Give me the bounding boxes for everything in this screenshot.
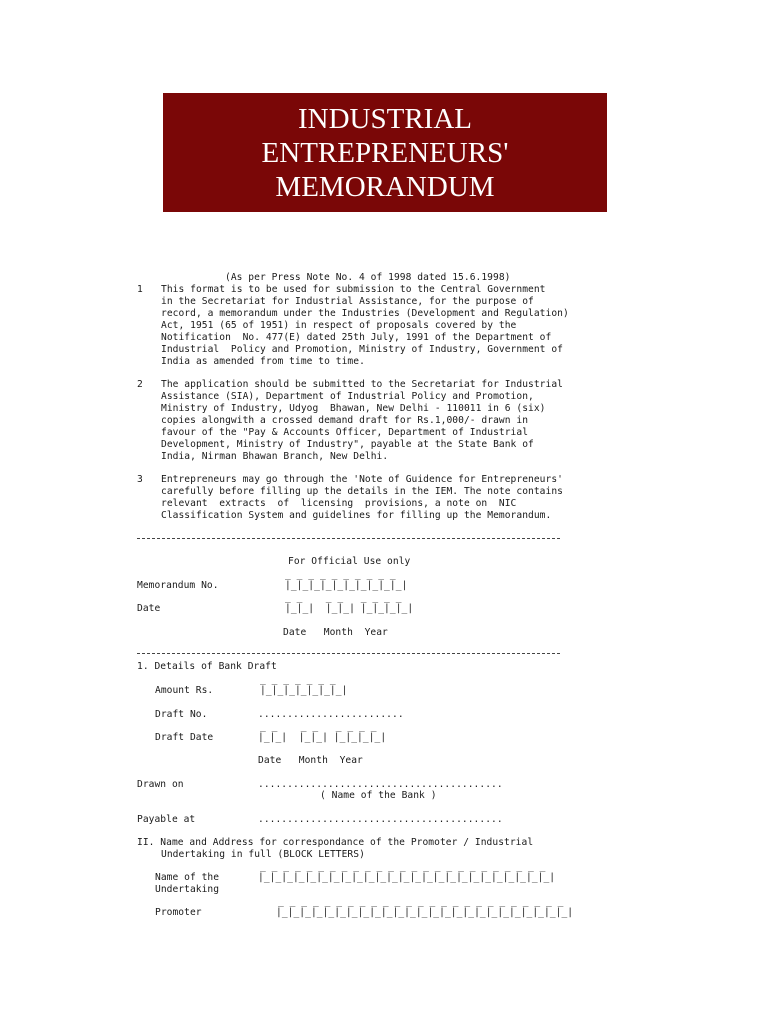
note-2-line: copies alongwith a crossed demand draft for Rs.1,000/- drawn in bbox=[161, 415, 529, 426]
memorandum-label: Memorandum No. bbox=[137, 580, 219, 591]
undertaking-label: Name of the bbox=[155, 872, 220, 883]
title-line-3: MEMORANDUM bbox=[275, 170, 495, 203]
memorandum-boxes-top: _ _ _ _ _ _ _ _ _ _ bbox=[285, 569, 396, 580]
note-2-line: Development, Ministry of Industry", payable at the State Bank of bbox=[161, 439, 534, 450]
note-1-line: India as amended from time to time. bbox=[161, 356, 365, 367]
undertaking-label-line-2: Undertaking bbox=[155, 884, 220, 895]
amount-label: Amount Rs. bbox=[155, 685, 214, 696]
note-1-line: Notification No. 477(E) dated 25th July, 1991 of the Department of bbox=[161, 332, 552, 343]
promoter-name-boxes[interactable]: |_|_|_|_|_|_|_|_|_|_|_|_|_|_|_|_|_|_|_|_|_|_|_|_|_| bbox=[276, 907, 574, 918]
drawn-on-label: Drawn on bbox=[137, 779, 184, 790]
note-3-line: carefully before filling up the details in the IEM. The note contains bbox=[161, 486, 563, 497]
promoter-label: Promoter bbox=[155, 907, 202, 918]
official-use-heading: For Official Use only bbox=[288, 556, 411, 567]
note-1-line: Act, 1951 (65 of 1951) in respect of proposals covered by the bbox=[161, 320, 517, 331]
note-1-line: in the Secretariat for Industrial Assistance, for the purpose of bbox=[161, 296, 534, 307]
title-banner bbox=[163, 93, 607, 212]
official-date-boxes[interactable]: |_|_| |_|_| |_|_|_|_| bbox=[285, 603, 414, 614]
note-2-line: The application should be submitted to the Secretariat for Industrial bbox=[161, 379, 563, 390]
payable-at-label: Payable at bbox=[137, 814, 196, 825]
date-caption: Date Month Year bbox=[283, 627, 388, 638]
note-2-line: favour of the "Pay & Accounts Officer, Department of Industrial bbox=[161, 427, 529, 438]
date-boxes-top: _ _ _ _ _ _ _ _ bbox=[285, 592, 402, 603]
bank-name-caption: ( Name of the Bank ) bbox=[320, 790, 437, 801]
note-2-number: 2 bbox=[137, 379, 143, 390]
note-2-line: Assistance (SIA), Department of Industrial Policy and Promotion, bbox=[161, 391, 534, 402]
draft-no-label: Draft No. bbox=[155, 709, 208, 720]
note-3-line: Classification System and guidelines for filling up the Memorandum. bbox=[161, 510, 552, 521]
draft-date-caption: Date Month Year bbox=[258, 755, 363, 766]
note-3-number: 3 bbox=[137, 474, 143, 485]
separator-line bbox=[137, 538, 560, 539]
note-1-line: Industrial Policy and Promotion, Ministry of Industry, Government of bbox=[161, 344, 563, 355]
drawn-on-field[interactable]: .......................................... bbox=[258, 779, 503, 790]
draft-date-label: Draft Date bbox=[155, 732, 214, 743]
note-1-number: 1 bbox=[137, 284, 143, 295]
payable-at-field[interactable]: .......................................... bbox=[258, 814, 503, 825]
amount-boxes-top: _ _ _ _ _ _ _ bbox=[260, 674, 336, 685]
title-line-2: ENTREPRENEURS' bbox=[261, 136, 509, 169]
title-line-1: INDUSTRIAL bbox=[298, 102, 472, 135]
note-3-line: relevant extracts of licensing provisions, a note on NIC bbox=[161, 498, 517, 509]
note-1-line: This format is to be used for submission to the Central Government bbox=[161, 284, 546, 295]
note-2-line: India, Nirman Bhawan Branch, New Delhi. bbox=[161, 451, 389, 462]
draft-no-field[interactable]: ......................... bbox=[258, 709, 404, 720]
date-label: Date bbox=[137, 603, 161, 614]
separator-line bbox=[137, 653, 560, 654]
press-note: (As per Press Note No. 4 of 1998 dated 15.6.1998) bbox=[225, 272, 511, 283]
memorandum-number-boxes[interactable]: |_|_|_|_|_|_|_|_|_|_| bbox=[285, 580, 408, 591]
draft-date-boxes[interactable]: |_|_| |_|_| |_|_|_|_| bbox=[258, 732, 387, 743]
draft-date-boxes-top: _ _ _ _ _ _ _ _ bbox=[260, 721, 377, 732]
undertaking-boxes-top: _ _ _ _ _ _ _ _ _ _ _ _ _ _ _ _ _ _ _ _ _ _ _ _ _ bbox=[260, 861, 546, 872]
undertaking-name-boxes[interactable]: |_|_|_|_|_|_|_|_|_|_|_|_|_|_|_|_|_|_|_|_|_|_|_|_|_| bbox=[258, 872, 556, 883]
note-3-line: Entrepreneurs may go through the 'Note of Guidence for Entrepreneurs' bbox=[161, 474, 563, 485]
amount-boxes[interactable]: |_|_|_|_|_|_|_| bbox=[260, 685, 348, 696]
promoter-boxes-top: _ _ _ _ _ _ _ _ _ _ _ _ _ _ _ _ _ _ _ _ _ _ _ _ _ bbox=[278, 896, 564, 907]
note-1-line: record, a memorandum under the Industries (Development and Regulation) bbox=[161, 308, 569, 319]
section-2-heading-line-2: Undertaking in full (BLOCK LETTERS) bbox=[161, 849, 365, 860]
note-2-line: Ministry of Industry, Udyog Bhawan, New Delhi - 110011 in 6 (six) bbox=[161, 403, 546, 414]
section-2-heading: II. Name and Address for correspondance of the Promoter / Industrial bbox=[137, 837, 534, 848]
bank-draft-heading: 1. Details of Bank Draft bbox=[137, 661, 277, 672]
